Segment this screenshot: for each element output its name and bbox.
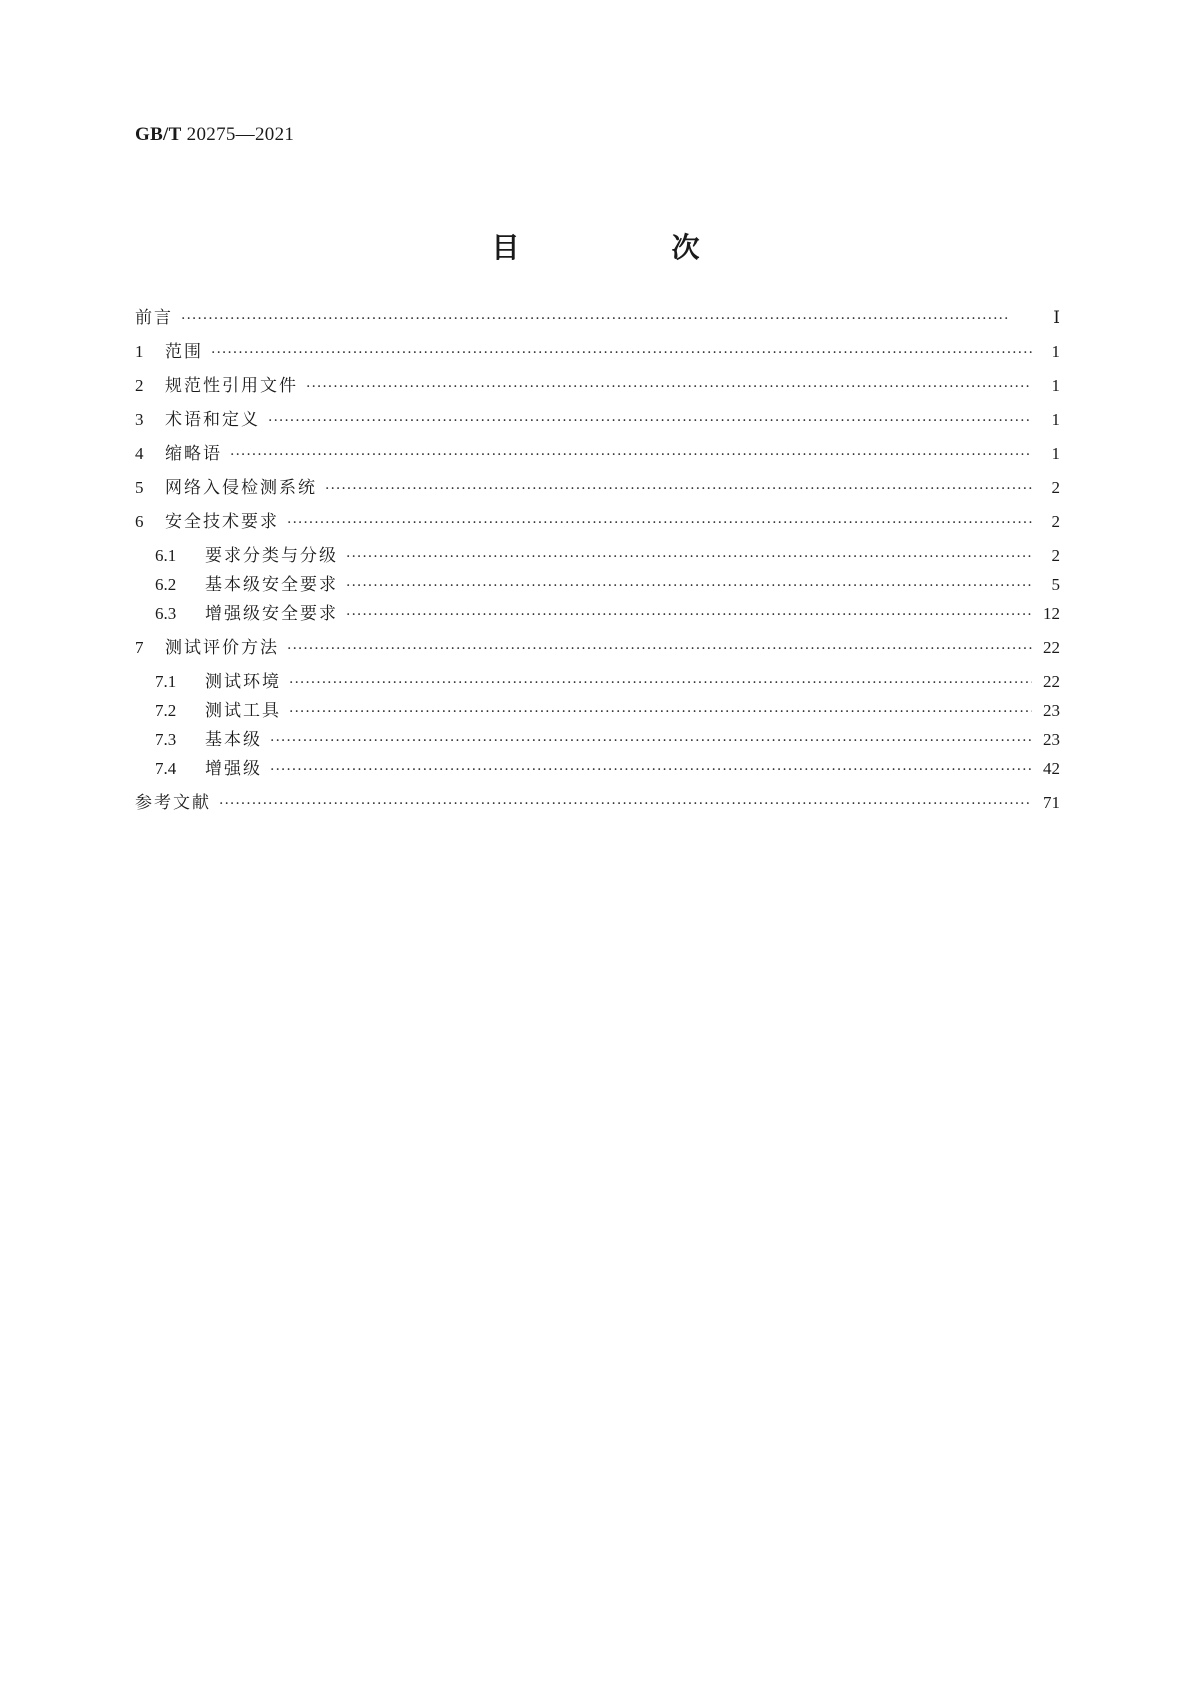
toc-entry-label: 规范性引用文件 <box>165 376 298 396</box>
toc-entry-label: 测试工具 <box>205 701 281 721</box>
toc-entry-number: 7.1 <box>155 672 177 691</box>
toc-entry-page: 71 <box>1043 793 1060 812</box>
toc-entry-number: 2 <box>135 376 144 395</box>
toc-entry-number: 3 <box>135 410 144 429</box>
toc-entry-label: 增强级安全要求 <box>205 604 338 624</box>
toc-entry[interactable] <box>135 728 1060 752</box>
toc-entry[interactable] <box>135 791 1060 815</box>
toc-leader-dots <box>211 341 1032 365</box>
toc-entry-page: 1 <box>1051 376 1060 395</box>
toc-leader-dots <box>346 574 1032 598</box>
standard-number: 20275—2021 <box>186 124 295 145</box>
toc-entry-page: 22 <box>1043 672 1060 691</box>
toc-entry-number: 7.3 <box>155 730 177 749</box>
document-code <box>135 124 294 146</box>
toc-entry[interactable] <box>135 408 1060 432</box>
toc-entry-number: 6.2 <box>155 575 177 594</box>
toc-entry-page: 1 <box>1051 342 1060 361</box>
toc-entry[interactable] <box>135 442 1060 466</box>
toc-entry-label: 要求分类与分级 <box>205 546 338 566</box>
toc-entry-page: 12 <box>1043 604 1060 623</box>
toc-entry-number: 6.1 <box>155 546 177 565</box>
toc-leader-dots <box>306 375 1032 399</box>
toc-leader-dots <box>346 545 1032 569</box>
toc-entry-label: 网络入侵检测系统 <box>165 478 317 498</box>
toc-entry-number: 7.4 <box>155 759 177 778</box>
toc-entry[interactable] <box>135 636 1060 660</box>
toc-entry-number: 4 <box>135 444 144 463</box>
toc-leader-dots <box>219 792 1032 816</box>
toc-entry-label: 安全技术要求 <box>165 512 279 532</box>
toc-entry[interactable] <box>135 544 1060 568</box>
toc-entry[interactable] <box>135 670 1060 694</box>
toc-entry-label: 测试环境 <box>205 672 281 692</box>
toc-entry-number: 7.2 <box>155 701 177 720</box>
toc-entry-page: 2 <box>1051 478 1060 497</box>
toc-entry-page: 2 <box>1051 546 1060 565</box>
toc-leader-dots <box>270 729 1032 753</box>
toc-entry-label: 前言 <box>135 308 173 328</box>
standard-prefix: GB/T <box>135 124 182 145</box>
toc-entry-page: Ⅰ <box>1053 308 1060 327</box>
toc-entry-page: 42 <box>1043 759 1060 778</box>
toc-entry-page: 2 <box>1051 512 1060 531</box>
toc-entry-page: 23 <box>1043 730 1060 749</box>
toc-leader-dots <box>325 477 1032 501</box>
toc-leader-dots <box>287 637 1032 661</box>
toc-entry[interactable] <box>135 306 1060 330</box>
toc-entry-number: 6.3 <box>155 604 177 623</box>
toc-entry-page: 23 <box>1043 701 1060 720</box>
toc-leader-dots <box>181 307 1032 331</box>
toc-entry[interactable] <box>135 699 1060 723</box>
toc-entry-number: 6 <box>135 512 144 531</box>
toc-entry[interactable] <box>135 757 1060 781</box>
page-title: 目 次 <box>491 231 762 264</box>
toc-leader-dots <box>289 700 1032 724</box>
toc-entry-page: 5 <box>1051 575 1060 594</box>
toc-entry-label: 测试评价方法 <box>165 638 279 658</box>
toc-entry[interactable] <box>135 510 1060 534</box>
toc-leader-dots <box>287 511 1032 535</box>
toc-entry[interactable] <box>135 476 1060 500</box>
toc-entry-number: 1 <box>135 342 144 361</box>
toc-entry-label: 基本级安全要求 <box>205 575 338 595</box>
toc-leader-dots <box>268 409 1032 433</box>
toc-leader-dots <box>289 671 1032 695</box>
toc-entry-number: 5 <box>135 478 144 497</box>
toc-leader-dots <box>346 603 1032 627</box>
toc-entry-number: 7 <box>135 638 144 657</box>
toc-entry-label: 参考文献 <box>135 793 211 813</box>
toc-entry-page: 22 <box>1043 638 1060 657</box>
toc-entry-label: 范围 <box>165 342 203 362</box>
toc-entry-page: 1 <box>1051 410 1060 429</box>
toc-leader-dots <box>230 443 1032 467</box>
toc-entry[interactable] <box>135 374 1060 398</box>
toc-entry[interactable] <box>135 602 1060 626</box>
toc-entry-label: 术语和定义 <box>165 410 260 430</box>
toc-entry-label: 增强级 <box>205 759 262 779</box>
toc-leader-dots <box>270 758 1032 782</box>
toc-entry-page: 1 <box>1051 444 1060 463</box>
toc-entry-label: 基本级 <box>205 730 262 750</box>
toc-entry-label: 缩略语 <box>165 444 222 464</box>
toc-entry[interactable] <box>135 573 1060 597</box>
toc-entry[interactable] <box>135 340 1060 364</box>
